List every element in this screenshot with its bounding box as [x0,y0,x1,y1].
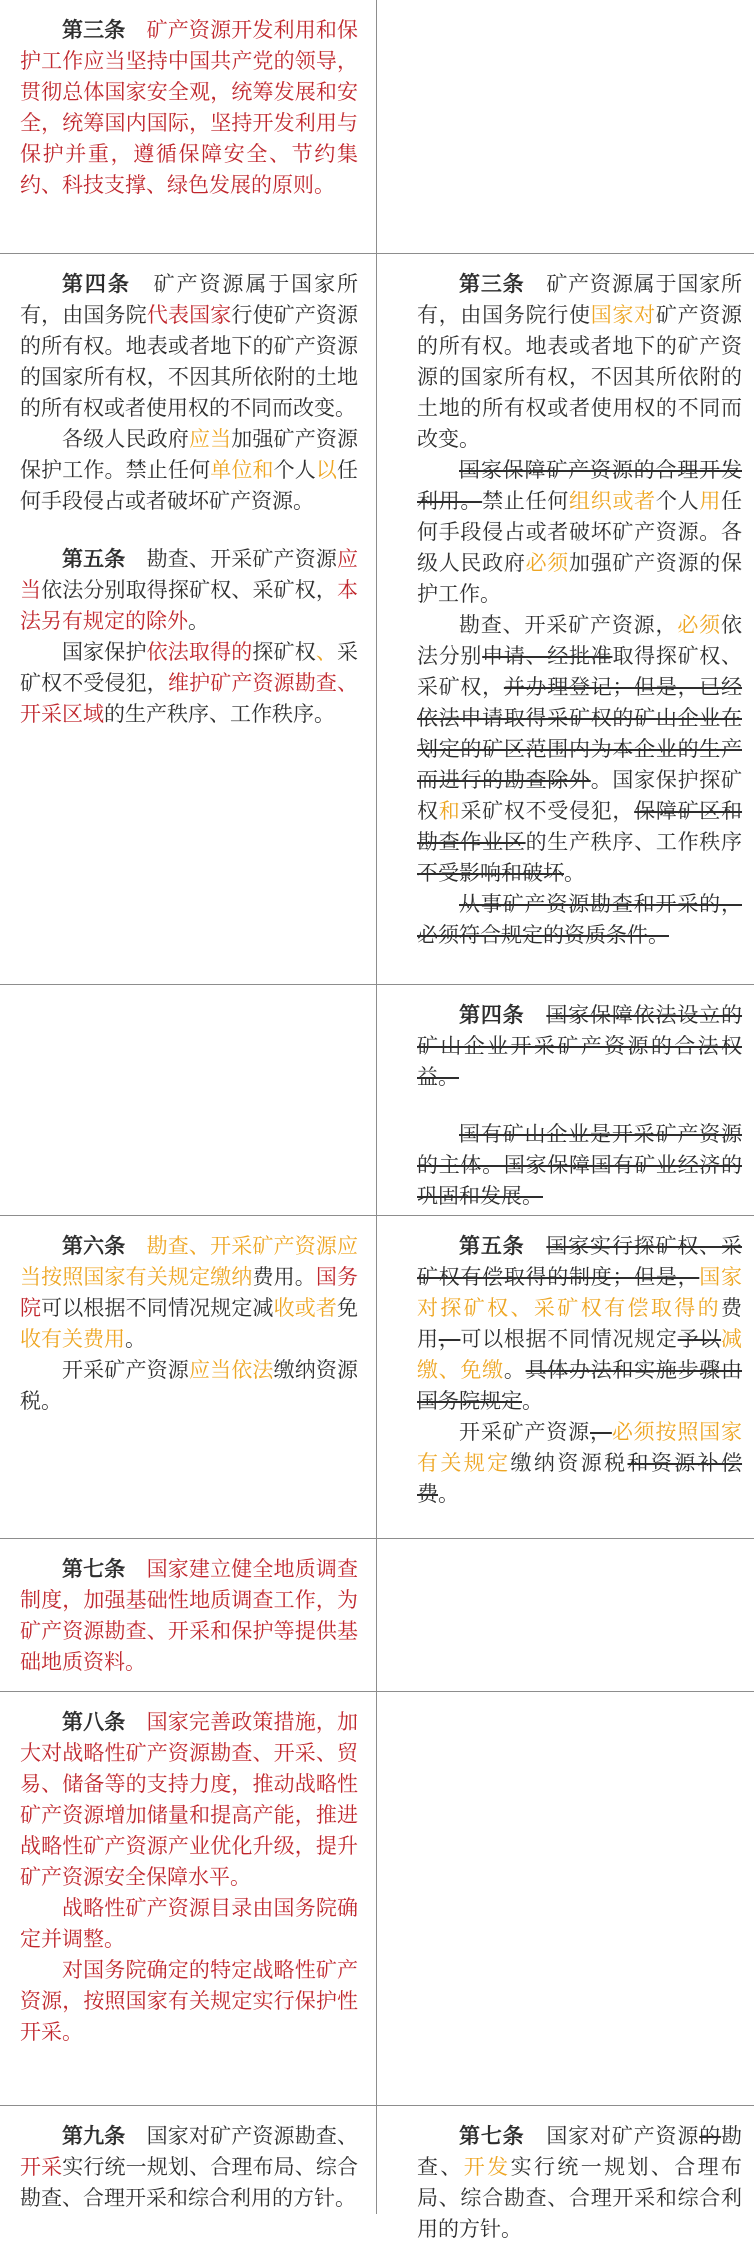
clause-paragraph [20,1553,358,1678]
clause-paragraph [20,1955,358,2048]
clause-text: 的生产秩序、工作秩序。 [104,702,335,726]
clause-text: 国家保障依法设立的矿山企业开采矿产资源的合法权益。 [417,1003,743,1089]
clause-text: 组织或者 [569,489,656,513]
clause-text [125,1234,146,1258]
clause-text: 并办理登记；但是，已经依法申请取得采矿权的矿山企业在划定的矿区范围内为本企业的生产而进行的勘查除外 [417,675,743,792]
clause-text: 。 [125,1327,146,1351]
clause-text [525,1003,547,1027]
clause-text: 国有矿山企业是开采矿产资源的主体。国家保障国有矿业经济的巩固和发展。 [417,1122,742,1208]
clause-paragraph [20,1230,358,1355]
clause-text: 各级人民政府 [62,427,189,451]
clause-text: 禁止任何 [482,489,570,513]
new-law-cell [0,2106,377,2214]
clause-paragraph [417,455,742,610]
clause-paragraph [20,637,358,730]
clause-text: 收或者 [273,1296,338,1320]
clause-paragraph [417,1417,742,1510]
clause-text: 战略性矿产资源目录由国务院确定并调整。 [20,1896,358,1951]
clause-paragraph [20,2120,358,2214]
clause-text: 应当依法 [188,1358,274,1382]
clause-text: 减缴、免缴 [417,1327,743,1382]
clause-text: 和 [438,799,461,823]
article-number: 第七条 [459,2123,525,2148]
clause-paragraph [417,1230,742,1417]
clause-text: 必须按照国家有关规定 [417,1420,743,1475]
clause-text: 应当 [20,547,359,602]
clause-text: 本法另有规定的除外 [20,578,359,633]
clause-text: 任何手段侵占或者破坏矿产资源。 [20,458,359,513]
clause-text: 应当 [188,427,232,451]
new-law-cell [0,1692,377,2105]
table-row [0,1539,754,1692]
clause-text: 矿产资源属于国家所有，由国务院行使 [417,272,742,327]
clause-text: 缴纳资源税。 [20,1358,359,1413]
clause-text: 个人 [273,458,316,482]
clause-text: 可以根据不同情况规定减 [41,1296,274,1320]
clause-paragraph [20,1706,358,1893]
clause-text: 行使矿产资源的所有权。地表或者地下的矿产资源的国家所有权，不因其所依附的土地的所有权或者使用权的不同而改变。 [20,303,359,420]
article-number: 第三条 [459,271,525,296]
clause-text: 加强矿产资源的保护工作。 [417,551,743,606]
clause-text: 对国务院确定的特定战略性矿产资源，按照国家有关规定实行保护性开采。 [20,1958,358,2044]
clause-text: 必须 [525,551,570,575]
clause-text: 依法分别取得探矿权、采矿权， [41,578,338,602]
clause-paragraph [20,1355,358,1417]
article-number: 第五条 [459,1233,525,1258]
clause-text: 勘查、开采矿产资源 [125,547,338,571]
clause-text: 个人 [655,489,700,513]
clause-text: 。 [438,1482,459,1506]
clause-text: 国家对矿产资源 [524,2124,700,2148]
table-row [0,254,754,985]
new-law-cell [0,1216,377,1538]
clause-text: 开采矿产资源 [459,1420,590,1444]
clause-text: 开采矿产资源 [62,1358,189,1382]
clause-text: 开采 [20,2155,63,2179]
table-row [0,985,754,1216]
clause-text: 国家建立健全地质调查制度，加强基础性地质调查工作，为矿产资源勘查、开采和保护等提供基础地质资料。 [20,1557,359,1674]
clause-text: 收有关费用 [20,1327,125,1351]
clause-text: 国务院 [20,1265,359,1320]
clause-text [525,1234,547,1258]
old-law-cell [377,0,754,253]
clause-text: 勘查、 [417,2124,743,2179]
clause-text: 。 [522,1389,543,1413]
new-law-cell [0,985,377,1215]
clause-text: 予以 [677,1327,722,1351]
clause-text: 取得探矿权、采矿权， [417,644,743,699]
clause-text: 勘查、开采矿产资源应当按照国家有关规定缴纳 [20,1234,359,1289]
clause-paragraph [417,999,742,1093]
clause-text: 。 [503,1358,526,1382]
article-number: 第六条 [62,1233,126,1258]
clause-text: 采矿权不受侵犯， [20,640,359,695]
clause-text: 国家完善政策措施，加大对战略性矿产资源勘查、开采、贸易、储备等的支持力度，推动战略性矿产资源增加储量和提高产能，推进战略性矿产资源产业优化升级，提升矿产资源安全保障水平。 [20,1710,359,1889]
clause-paragraph [20,14,358,201]
clause-text: 加强矿产资源保护工作。禁止任何 [20,427,359,482]
clause-text: 国家保障矿产资源的合理开发利用。 [417,458,742,513]
new-law-cell [0,0,377,253]
clause-text: 单位和 [210,458,274,482]
clause-paragraph [417,2120,742,2245]
clause-text: 国家实行探矿权、采矿权有偿取得的制度；但是， [417,1234,743,1289]
clause-text: 采矿权不受侵犯， [460,799,635,823]
clause-text: 矿产资源的所有权。地表或者地下的矿产资源的国家所有权，不因其所依附的土地的所有权或者使用权的不同而改变。 [417,303,743,451]
clause-text: 可以根据不同情况规定 [460,1327,678,1351]
clause-text: 、 [315,640,338,664]
table-row [0,1216,754,1539]
article-number: 第三条 [62,17,126,42]
article-number: 第八条 [62,1709,126,1734]
clause-text: 必须 [677,613,722,637]
clause-text: 实行统一规划、合理布局、综合勘查、合理开采和综合利用的方针。 [20,2155,359,2210]
clause-text: 保障矿区和勘查作业区 [417,799,743,854]
clause-paragraph [20,268,358,424]
clause-text: 。 [564,861,585,885]
clause-text: 不受影响和破坏 [417,861,564,885]
clause-text: 国家对矿产资源勘查、 [125,2124,359,2148]
clause-text: 费用 [417,1296,742,1351]
clause-text: 矿产资源属于国家所有，由国务院 [20,272,358,327]
clause-paragraph [417,1119,742,1212]
clause-text: 国家对探矿权、采矿权有偿取得的 [417,1265,743,1320]
old-law-cell [377,1216,754,1538]
clause-text: 从事矿产资源勘查和开采的，必须符合规定的资质条件。 [417,892,742,947]
old-law-cell [377,2106,754,2241]
table-row [0,2106,754,2241]
table-row [0,0,754,254]
clause-text: 用 [699,489,722,513]
article-number: 第七条 [62,1556,126,1581]
clause-text: 免 [337,1296,359,1320]
clause-text: ， [438,1327,461,1351]
old-law-cell [377,985,754,1215]
clause-text: 申请、经批准 [482,644,613,668]
clause-text: 开发 [463,2155,511,2179]
clause-paragraph [20,1893,358,1955]
article-number: 第五条 [62,546,126,571]
clause-text: 国家对 [590,303,656,327]
old-law-cell [377,1539,754,1691]
new-law-cell [0,254,377,984]
clause-text: 费用。 [252,1265,316,1289]
article-number: 第九条 [62,2123,126,2148]
clause-text: 。国家保护探矿权 [417,768,743,823]
clause-text: 任何手段侵占或者破坏矿产资源。各级人民政府 [417,489,743,575]
clause-text: 实行统一规划、合理布局、综合勘查、合理开采和综合利用的方针。 [417,2155,743,2241]
clause-text: 探矿权 [252,640,316,664]
table-row [0,1692,754,2106]
clause-paragraph [417,610,742,889]
clause-paragraph [417,889,742,951]
clause-text: 代表国家 [146,303,232,327]
old-law-cell [377,1692,754,2105]
article-number: 第四条 [62,271,131,296]
clause-text: ， [590,1420,612,1444]
clause-text: 缴纳资源税 [510,1451,628,1475]
new-law-cell [0,1539,377,1691]
clause-paragraph [417,268,742,455]
clause-text: 。 [188,609,209,633]
clause-paragraph [20,424,358,517]
clause-text: 勘查、开采矿产资源， [459,613,678,637]
clause-text: 的 [699,2124,722,2148]
clause-text: 的生产秩序、工作秩序 [525,830,743,854]
old-law-cell [377,254,754,984]
article-number: 第四条 [459,1002,525,1027]
clause-text: 具体办法和实施步骤由国务院规定 [417,1358,743,1413]
clause-text: 依法取得的 [146,640,253,664]
clause-text: 维护矿产资源勘查、开采区域 [20,671,359,726]
clause-text: 和资源补偿费 [417,1451,743,1506]
clause-text: 矿产资源开发利用和保护工作应当坚持中国共产党的领导，贯彻总体国家安全观，统筹发展和安全，统筹国内国际，坚持开发利用与保护并重，遵循保障安全、节约集约、科技支撑、绿色发展的原则。 [20,18,359,197]
clause-paragraph [20,543,358,637]
clause-text: 国家保护 [62,640,147,664]
clause-text: 以 [315,458,338,482]
clause-text: 依法分别 [417,613,743,668]
